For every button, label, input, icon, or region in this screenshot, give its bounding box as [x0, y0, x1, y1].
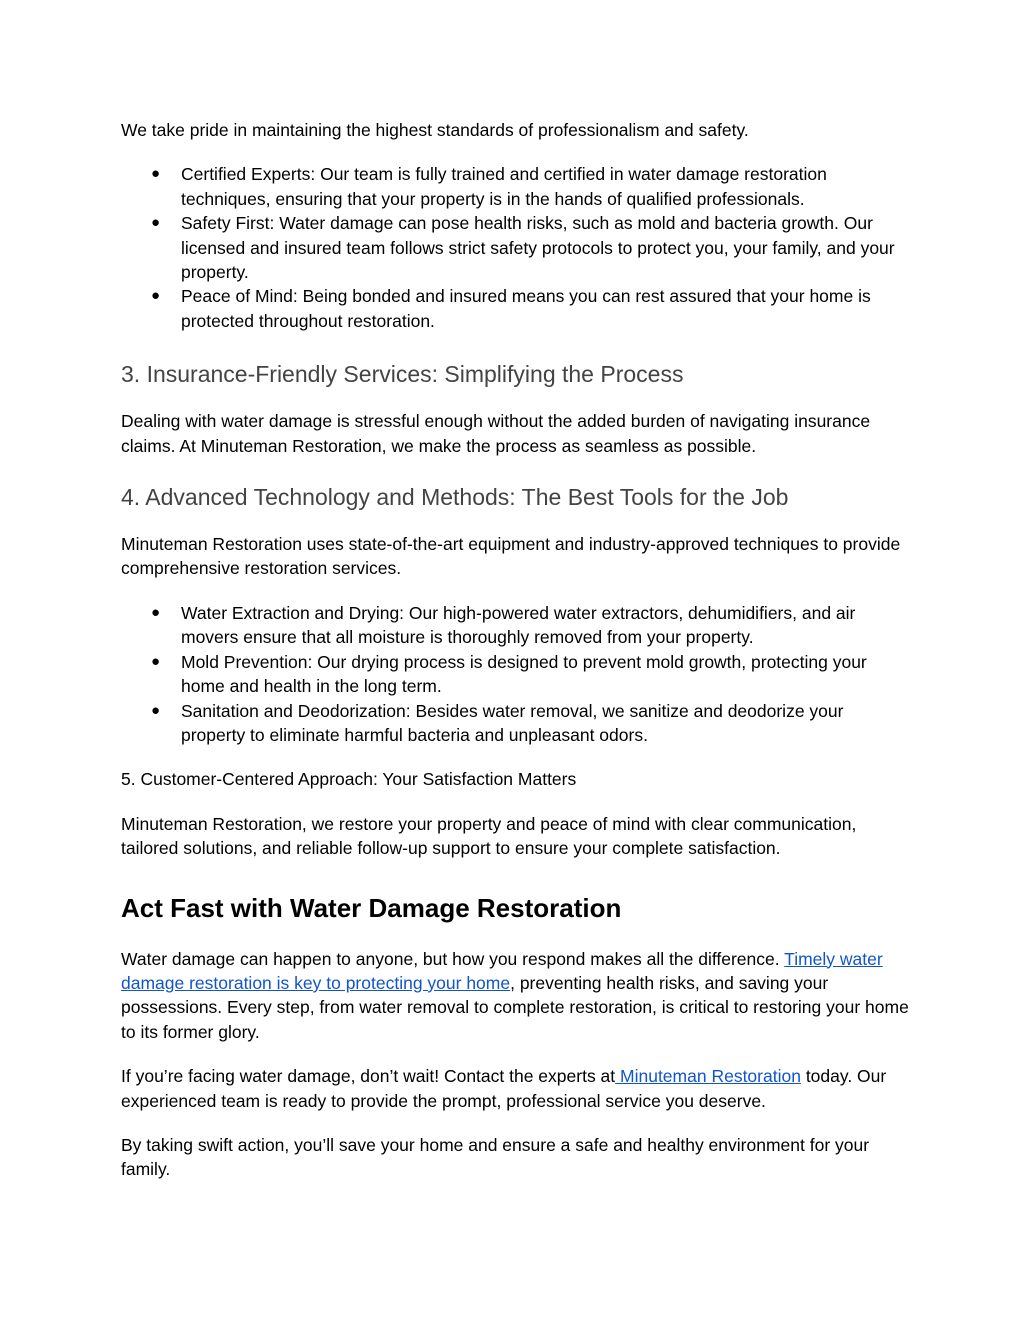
- paragraph-text: Water damage can happen to anyone, but how you respond makes all the difference.: [121, 948, 785, 969]
- list-item: [121, 699, 911, 748]
- list-item-text: Peace of Mind: Being bonded and insured means you can rest assured that your home is protected throughout restoration.: [181, 286, 871, 331]
- minuteman-restoration-link[interactable]: Minuteman Restoration: [615, 1066, 801, 1087]
- act-fast-paragraph-3: By taking swift action, you’ll save your home and ensure a safe and healthy environment for your family.: [121, 1134, 870, 1180]
- paragraph-text: , preventing health risks, and saving your possessions. Every step, from water removal to complete restoration, is critical to restoring your home to its former glory.: [121, 972, 909, 1042]
- bullet-icon: ●: [151, 287, 161, 305]
- list-item-text: Certified Experts: Our team is fully trained and certified in water damage restoration techniques, ensuring that your property is in the hands of qualified professionals.: [181, 164, 827, 209]
- section-3-heading: 3. Insurance-Friendly Services: Simplifying the Process: [121, 361, 684, 388]
- bullet-icon: ●: [151, 214, 161, 232]
- bullet-icon: ●: [151, 701, 161, 719]
- list-item-text: Water Extraction and Drying: Our high-powered water extractors, dehumidifiers, and air movers ensure that all moisture is thoroughly removed from your property.: [181, 602, 856, 648]
- technology-bullet-list: [121, 601, 911, 747]
- list-item-text: Mold Prevention: Our drying process is designed to prevent mold growth, protecting your home and health in the long term.: [181, 651, 867, 697]
- list-item-text: Sanitation and Deodorization: Besides water removal, we sanitize and deodorize your property to eliminate harmful bacteria and unpleasant odors.: [181, 700, 844, 745]
- list-item-text: Safety First: Water damage can pose health risks, such as mold and bacteria growth. Our licensed and insured team follows strict safety protocols to protect you, your family, and your property.: [181, 213, 895, 283]
- bullet-icon: ●: [151, 603, 161, 621]
- section-3-paragraph: Dealing with water damage is stressful enough without the added burden of navigating insurance claims. At Minuteman Restoration, we make the process as seamless as possible.: [121, 411, 871, 456]
- section-4-paragraph: Minuteman Restoration uses state-of-the-art equipment and industry-approved techniques to provide comprehensive restoration services.: [121, 534, 901, 579]
- section-4-heading: 4. Advanced Technology and Methods: The Best Tools for the Job: [121, 484, 789, 511]
- list-item: [121, 211, 911, 284]
- act-fast-heading: Act Fast with Water Damage Restoration: [121, 892, 622, 923]
- bullet-icon: ●: [151, 652, 161, 670]
- section-5-heading: 5. Customer-Centered Approach: Your Satisfaction Matters: [121, 769, 577, 790]
- list-item: [121, 650, 911, 699]
- safety-bullet-list: [121, 162, 911, 333]
- act-fast-paragraph-2: [121, 1064, 911, 1113]
- paragraph-text: If you’re facing water damage, don’t wait! Contact the experts at: [121, 1066, 616, 1087]
- section-5-paragraph: Minuteman Restoration, we restore your property and peace of mind with clear communication, tailored solutions, and reliable follow-up support to ensure your complete satisfaction.: [121, 813, 857, 859]
- document-body: [121, 118, 911, 1182]
- timely-restoration-link[interactable]: Timely water damage restoration is key to protecting your home: [121, 948, 883, 993]
- list-item: [121, 162, 911, 211]
- list-item: [121, 284, 911, 333]
- intro-paragraph: We take pride in maintaining the highest standards of professionalism and safety.: [121, 120, 749, 140]
- list-item: [121, 601, 911, 650]
- paragraph-text: today. Our experienced team is ready to provide the prompt, professional service you deserve.: [121, 1066, 887, 1111]
- act-fast-paragraph-1: [121, 947, 911, 1045]
- bullet-icon: ●: [151, 165, 161, 183]
